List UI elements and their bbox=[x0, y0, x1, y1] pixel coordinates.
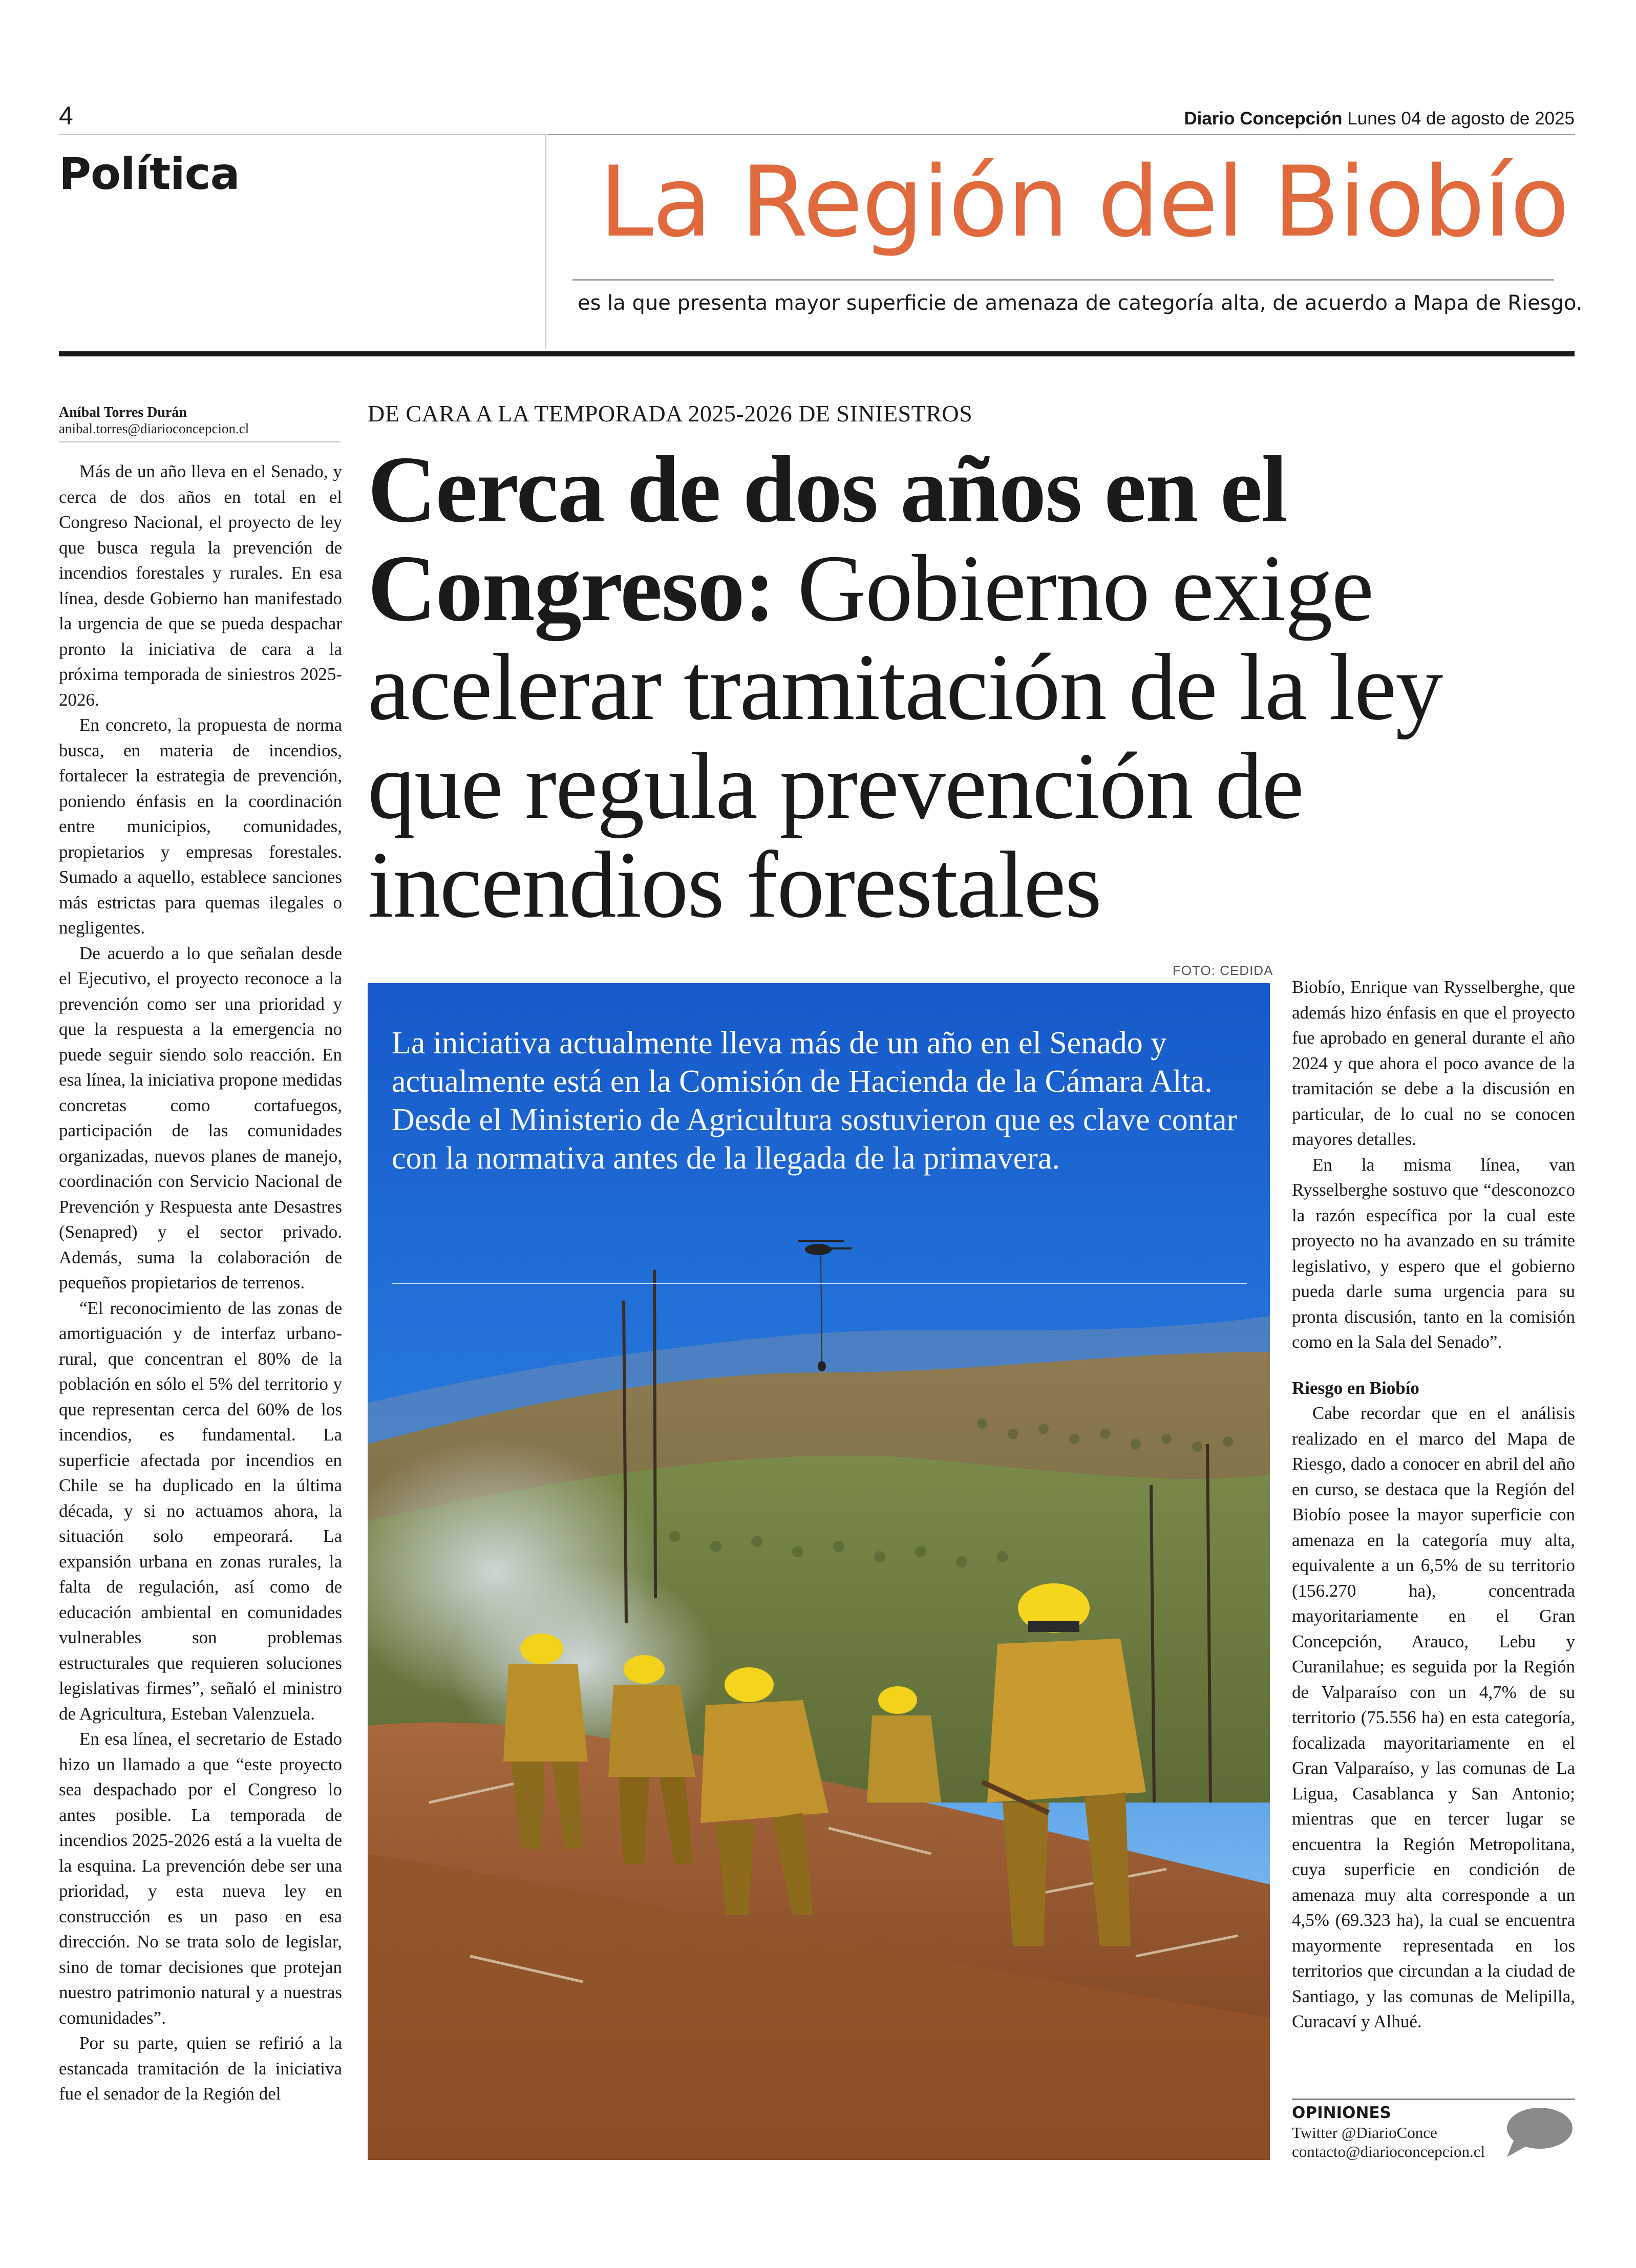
kicker-rule bbox=[572, 279, 1554, 281]
body-paragraph: En la misma línea, van Rysselberghe sostuvo que “desconozco la razón específica por la cual este proyecto no ha avanzado en su trámite legislativo, y espero que el gobierno pueda darle suma urgencia para su pronta discusión, tanto en la comisión como en la Sala del Senado”. bbox=[1292, 1154, 1575, 1352]
section-title: Política bbox=[59, 149, 240, 200]
author-name: Aníbal Torres Durán bbox=[59, 405, 187, 420]
body-paragraph: “El reconocimiento de las zonas de amortiguación y de interfaz urbano-rural, que concentran el 80% de la población en sólo el 5% del territorio y que representan cerca del 60% de los incendios, es fundamental. La superficie afectada por incendios en Chile se ha duplicado en la última década, y si no actuamos ahora, la situación solo empeorará. La expansión urbana en zonas rurales, la falta de regulación, así como de educación ambiental en comunidades vulnerables son problemas estructurales que requieren soluciones legislativas firmes”, señaló el ministro de Agricultura, Esteban Valenzuela. bbox=[59, 1298, 342, 1724]
issue-date: Lunes 04 de agosto de 2025 bbox=[1347, 109, 1575, 129]
speech-bubble-icon bbox=[1503, 2106, 1575, 2160]
twitter-handle[interactable]: Twitter @DiarioConce bbox=[1292, 2124, 1437, 2142]
body-paragraph: Más de un año lleva en el Senado, y cerca de dos años en total en el Congreso Nacional, el proyecto de ley que busca regula la prevención de incendios forestales y rurales. En esa línea, desde Gobierno han manifestado la urgencia de que se pueda despachar pronto la iniciativa de cara a la próxima temporada de siniestros 2025-2026. bbox=[59, 461, 342, 710]
kicker-title: La Región del Biobío bbox=[599, 145, 1569, 259]
headline-bold: Cerca de dos años en el Congreso: bbox=[368, 437, 1287, 641]
caption-rest: Desde el Ministerio de Agricultura sostuvieron que es clave contar con la normativa antes de la llegada de la primavera. bbox=[392, 1103, 1238, 1176]
body-paragraph: Por su parte, quien se refirió a la estancada tramitación de la iniciativa fue el senador de la Región del bbox=[59, 2033, 342, 2104]
body-paragraph: En esa línea, el secretario de Estado hizo un llamado a que “este proyecto sea despachado por el Congreso lo antes posible. La temporada de incendios 2025-2026 está a la vuelta de la esquina. La prevención debe ser una prioridad, y esta nueva ley en construcción es un paso en esa dirección. No se trata solo de legislar, sino de tomar decisiones que protejan nuestro patrimonio natural y a nuestras comunidades”. bbox=[59, 1729, 342, 2028]
subhead: Riesgo en Biobío bbox=[1292, 1377, 1419, 1398]
masthead-divider bbox=[545, 134, 546, 349]
top-rule bbox=[59, 134, 545, 135]
opiniones-rule bbox=[1292, 2099, 1575, 2100]
opiniones-title: OPINIONES bbox=[1292, 2104, 1391, 2122]
headline-regular: Gobierno exige acelerar tramitación de la ley que regula prevención de incendios forestales bbox=[368, 536, 1442, 938]
top-rule bbox=[547, 134, 1575, 135]
body-paragraph: Biobío, Enrique van Rysselberghe, que además hizo énfasis en que el proyecto fue aprobado en general durante el año 2024 y que ahora el poco avance de la tramitación se debe a la discusión en particular, de lo cual no se conocen mayores detalles. bbox=[1292, 977, 1575, 1149]
masthead-rule bbox=[59, 351, 1575, 356]
photo-caption bbox=[392, 1024, 1262, 1178]
article-column-1 bbox=[59, 459, 342, 2107]
paper-date-line bbox=[1184, 109, 1575, 129]
article-headline bbox=[368, 437, 1453, 938]
caption-lead: La iniciativa actualmente lleva más de un año en el Senado y actualmente está en la Comisión de Hacienda de la Cámara Alta. bbox=[392, 1026, 1213, 1099]
contact-email[interactable]: contacto@diarioconcepcion.cl bbox=[1292, 2143, 1485, 2160]
article-overline: DE CARA A LA TEMPORADA 2025-2026 DE SINIESTROS bbox=[368, 400, 973, 427]
paper-name: Diario Concepción bbox=[1184, 109, 1343, 129]
page-number: 4 bbox=[59, 101, 73, 130]
body-paragraph: De acuerdo a lo que señalan desde el Ejecutivo, el proyecto reconoce a la prevención como ser una prioridad y que la respuesta a la emergencia no puede seguir siendo solo reacción. En esa línea, la iniciativa propone medidas concretas como cortafuegos, participación de las comunidades organizadas, nuevos planes de manejo, coordinación con Servicio Nacional de Prevención y Respuesta ante Desastres (Senapred) y el sector privado. Además, suma la colaboración de pequeños propietarios de terrenos. bbox=[59, 943, 342, 1292]
kicker-subtitle: es la que presenta mayor superficie de amenaza de categoría alta, de acuerdo a Mapa de Riesgo. bbox=[578, 291, 1583, 315]
author-email[interactable]: anibal.torres@diarioconcepcion.cl bbox=[59, 421, 249, 436]
byline-rule bbox=[59, 441, 341, 442]
body-paragraph: En concreto, la propuesta de norma busca, en materia de incendios, fortalecer la estrategia de prevención, poniendo énfasis en la coordinación entre municipios, comunidades, propietarios y empresas forestales. Sumado a aquello, establece sanciones más estrictas para quemas ilegales o negligentes. bbox=[59, 715, 342, 938]
photo-credit: FOTO: CEDIDA bbox=[1173, 963, 1273, 978]
article-column-3 bbox=[1292, 974, 1575, 2034]
caption-rule bbox=[392, 1283, 1247, 1284]
body-paragraph: Cabe recordar que en el análisis realizado en el marco del Mapa de Riesgo, dado a conocer en abril del año en curso, se destaca que la Región del Biobío posee la mayor superficie con amenaza en la categoría muy alta, equivalente a un 6,5% de su territorio (156.270 ha), concentrada mayoritariamente en el Gran Concepción, Arauco, Lebu y Curanilahue; es seguida por la Región de Valparaíso con un 4,7% de su territorio (75.556 ha) en esta categoría, focalizada mayoritariamente en el Gran Valparaíso, y las comunas de La Ligua, Casablanca y San Antonio; mientras que en tercer lugar se encuentra la Región Metropolitana, cuya superficie en condición de amenaza muy alta corresponde a un 4,5% (69.323 ha), la cual se encuentra mayormente representada en los territorios que circundan a la ciudad de Santiago, y las comunas de Melipilla, Curacaví y Alhué. bbox=[1292, 1403, 1575, 2031]
